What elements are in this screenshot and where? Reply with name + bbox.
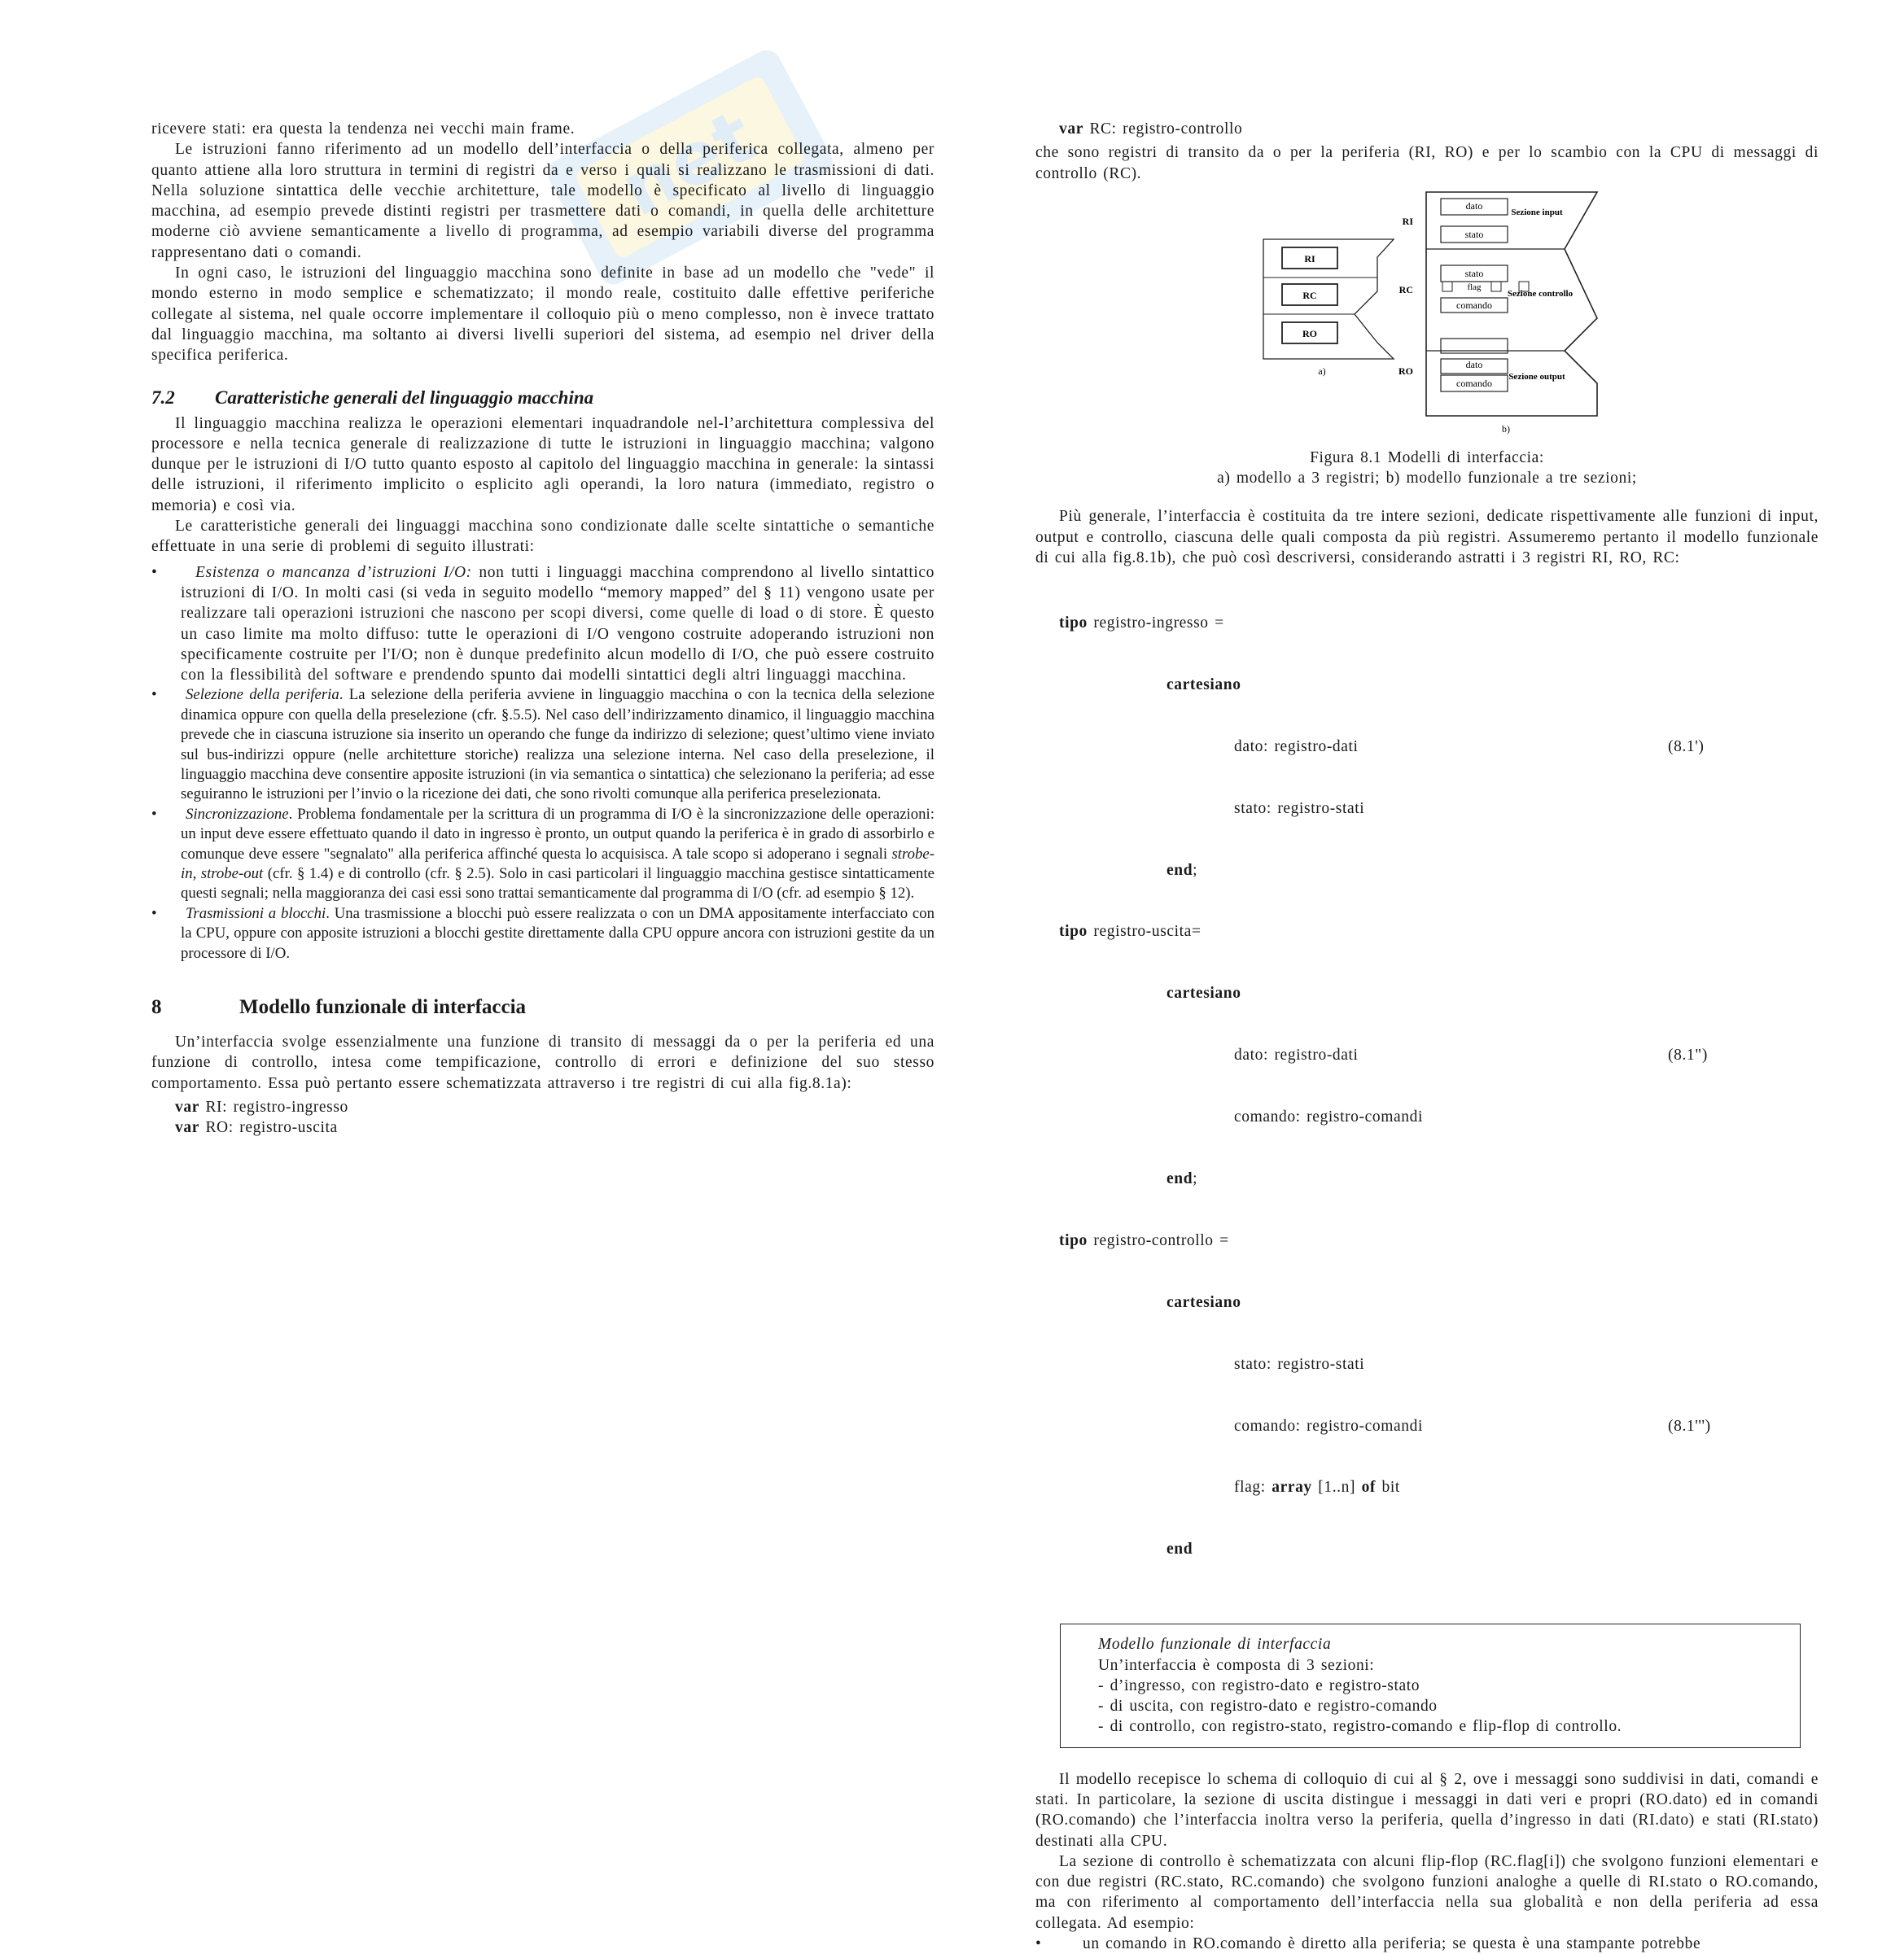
paragraph: Un’interfaccia svolge essenzialmente una funzione di transito di messaggi da o per la periferia ed una funzione di controllo, intesa come tempificazione, controllo di errori e definizione del suo stesso comportamento. Essa può pertanto essere schematizzata attraverso i tre registri di cui alla fig.8.1a): xyxy=(151,1034,934,1092)
code-line: var RO: registro-uscita xyxy=(175,1119,338,1137)
feature-list xyxy=(151,685,934,964)
svg-text:net: net xyxy=(607,93,768,234)
reg-label: dato xyxy=(1465,358,1483,370)
type-definitions: tipo registro-ingresso = cartesiano dato: registro-dati (8.1') stato: registro-stati end; tipo registro-uscita= cartesiano dato: registro-dati (8.1") comando: registro-comandi end; tipo registro-controllo = cartesiano stato: registro-stati comando: registro-comandi (8.1''') flag: array [1..n] of bit end xyxy=(1059,614,1711,1558)
figure-8-1 xyxy=(1035,184,1819,436)
right-column xyxy=(1035,119,1819,1954)
section-label: Sezione controllo xyxy=(1507,288,1574,299)
section-label: Sezione output xyxy=(1508,371,1565,382)
list-item: • Esistenza o mancanza d’istruzioni I/O: non tutti i linguaggi macchina comprendono al livello sintattico istruzioni di I/O. In molti casi (si veda in seguito modello “memory mapped” del § 11) vengono usate per realizzare tali operazioni istruzioni che nascono per scopi diversi, come quelle di load o di store. È questo un caso limite ma molto diffuso: tutte le operazioni di I/O vengono costruite adoperando istruzioni non specificamente costruite per l'I/O; non è dunque predefinito alcun modello di I/O, che può essere costruito con la flessibilità del software e prendendo spunto dai modelli sintattici degli altri linguaggi macchina. xyxy=(151,562,934,686)
code-line: var RC: registro-controllo xyxy=(1059,120,1243,138)
reg-label: comando xyxy=(1456,299,1492,311)
box-line: - di controllo, con registro-stato, registro-comando e flip-flop di controllo. xyxy=(1098,1718,1622,1736)
reg-label: RI xyxy=(1304,252,1315,264)
paragraph: ricevere stati: era questa la tendenza nei vecchi main frame. xyxy=(151,120,576,138)
section-heading-7-2: 7.2 Caratteristiche generali del linguaggio macchina xyxy=(151,387,594,408)
reg-label: comando xyxy=(1456,377,1492,389)
paragraph: Le caratteristiche generali dei linguaggi macchina sono condizionate dalle scelte sintattiche o semantiche effettuate in una serie di problemi di seguito illustrati: xyxy=(151,518,934,556)
box-line: - d’ingresso, con registro-dato e registro-stato xyxy=(1098,1676,1420,1694)
reg-label: dato xyxy=(1465,199,1483,212)
reg-label: stato xyxy=(1464,267,1484,279)
reg-label: RO xyxy=(1302,327,1317,339)
reg-label: stato xyxy=(1464,228,1484,240)
figure-caption-b: b) xyxy=(1502,422,1510,435)
list-item: • un comando in RO.comando è diretto alla periferia; se questa è una stampante potrebbe xyxy=(1035,1934,1819,1954)
list-item: • Selezione della periferia. La selezione della periferia avviene in linguaggio macchina o con la tecnica della selezione dinamica oppure con quella della preselezione (cfr. §.5.5). Nel caso dell’indirizzamento dinamico, il linguaggio macchina prevede che in ciascuna istruzione sia inserito un operando che funge da indirizzo di selezione; quest’ultimo viene inviato sul bus-indirizzi oppure (nelle architetture storiche) realizza una selezione interna. Nel caso della preselezione, il linguaggio macchina deve consentire apposite istruzioni (in via semantica o sintattica) che selezionano la periferia; ad esse seguiranno le istruzioni per l’invio o la ricezione dei dati, che sono rivolti comunque alla periferica preselezionata. xyxy=(151,685,934,804)
figure-8-1b xyxy=(1398,192,1597,435)
figure-caption-a: a) xyxy=(1318,365,1326,377)
paragraph: Le istruzioni fanno riferimento ad un modello dell’interfaccia o della periferica collegata, almeno per quanto attiene alla loro struttura in termini di registri da e verso i quali si realizzano le trasmissioni di dati. Nella soluzione sintattica delle vecchie architetture, tale modello è specificato al livello di linguaggio macchina, ad esempio prevede distinti registri per trasmettere dati o comandi, in quella delle architetture moderne ciò avviene semanticamente a livello di programma, ad esempio variabili diverse del programma rappresentano dati o comandi. xyxy=(151,141,934,261)
list-item: • Sincronizzazione. Problema fondamentale per la scrittura di un programma di I/O è la sincronizzazione delle operazioni: un input deve essere effettuato quando il dato in ingresso è pronto, un output quando la periferica è in grado di assorbirlo e comunque deve essere "segnalato" alla periferica affinché questa lo acquisisca. A tale scopo si adoperano i segnali strobe-in, strobe-out (cfr. § 1.4) e di controllo (cfr. § 2.5). Solo in casi particolari il linguaggio macchina gestisce sintatticamente questi segnali; nella maggioranza dei casi essi sono trattai semanticamente dal programma di I/O (cfr. ad esempio § 12). xyxy=(151,805,934,904)
feature-list xyxy=(151,562,934,686)
paragraph: La sezione di controllo è schematizzata con alcuni flip-flop (RC.flag[i]) che svolgono funzioni elementari e con due registri (RC.stato, RC.comando) che svolgono funzioni analoghe a quelle di RI.stato o RO.comando, ma con riferimento al comportamento dell’interfaccia nella sua globalità e non della periferia ad essa collegata. Ad esempio: xyxy=(1035,1852,1819,1932)
paragraph: In ogni caso, le istruzioni del linguaggio macchina sono definite in base ad un modello che "vede" il mondo esterno in modo semplice e schematizzato; il mondo reale, costituito dalle effettive periferiche collegate al sistema, nel quale occorre implementare il colloquio più o meno complesso, non è invece trattato dal linguaggio macchina, ma soltanto ai diversi livelli superiori del sistema, ad esempio nel driver della specifica periferica. xyxy=(151,264,934,365)
reg-label: flag xyxy=(1467,282,1482,292)
figure-caption: a) modello a 3 registri; b) modello funzionale a tre sezioni; xyxy=(1217,470,1637,487)
side-label: RC xyxy=(1398,283,1413,295)
left-column xyxy=(151,119,934,1139)
var-declarations xyxy=(151,1097,934,1139)
figure-caption: Figura 8.1 Modelli di interfaccia: xyxy=(1310,448,1544,466)
box-title: Modello funzionale di interfaccia xyxy=(1098,1636,1332,1654)
code-line: var RI: registro-ingresso xyxy=(175,1099,348,1116)
box-line: Un’interfaccia è composta di 3 sezioni: xyxy=(1098,1656,1375,1674)
paragraph: che sono registri di transito da o per la periferia (RI, RO) e per lo scambio con la CPU di messaggi di controllo (RC). xyxy=(1035,144,1819,182)
figure-8-1a xyxy=(1263,239,1394,377)
paragraph: Più generale, l’interfaccia è costituita da tre intere sezioni, dedicate rispettivamente alle funzioni di input, output e controllo, ciascuna delle quali composta da più registri. Assumeremo pertanto il modello funzionale di cui alla fig.8.1b), che può così descriversi, considerando astratti i 3 registri RI, RO, RC: xyxy=(1035,508,1819,567)
side-label: RI xyxy=(1402,215,1413,227)
reg-label: RC xyxy=(1302,289,1317,301)
side-label: RO xyxy=(1398,365,1413,377)
paragraph: Il linguaggio macchina realizza le operazioni elementari inquadrandole nel-l’architettura complessiva del processore e nella tecnica generale di realizzazione di tutte le istruzioni in linguaggio macchina; valgono dunque per le istruzioni di I/O tutto quanto esposto al capitolo del linguaggio macchina in generale: la sintassi delle istruzioni, il riferimento implicito o esplicito agli operandi, la loro natura (immediato, registro o memoria) e così via. xyxy=(151,414,934,514)
example-list xyxy=(1035,1934,1819,1954)
box-line: - di uscita, con registro-dato e registro-comando xyxy=(1098,1698,1438,1716)
section-heading-8: 8 Modello funzionale di interfaccia xyxy=(151,996,527,1019)
paragraph: Il modello recepisce lo schema di colloquio di cui al § 2, ove i messaggi sono suddivisi in dati, comandi e stati. In particolare, la sezione di uscita distingue i messaggi in dati veri e propri (RO.dato) ed in comandi (RO.comando) che l’interfaccia inoltra verso la periferia, quella d’ingresso in dati (RI.dato) e stati (RI.stato) destinati alla CPU. xyxy=(1035,1770,1819,1850)
summary-box xyxy=(1060,1624,1801,1747)
section-label: Sezione input xyxy=(1511,207,1563,217)
list-item: • Trasmissioni a blocchi. Una trasmissione a blocchi può essere realizzata o con un DMA appositamente interfacciato con la CPU, oppure con apposite istruzioni a blocchi gestite direttamente dalla CPU oppure ancora con istruzioni gestite da un processore di I/O. xyxy=(151,904,934,964)
